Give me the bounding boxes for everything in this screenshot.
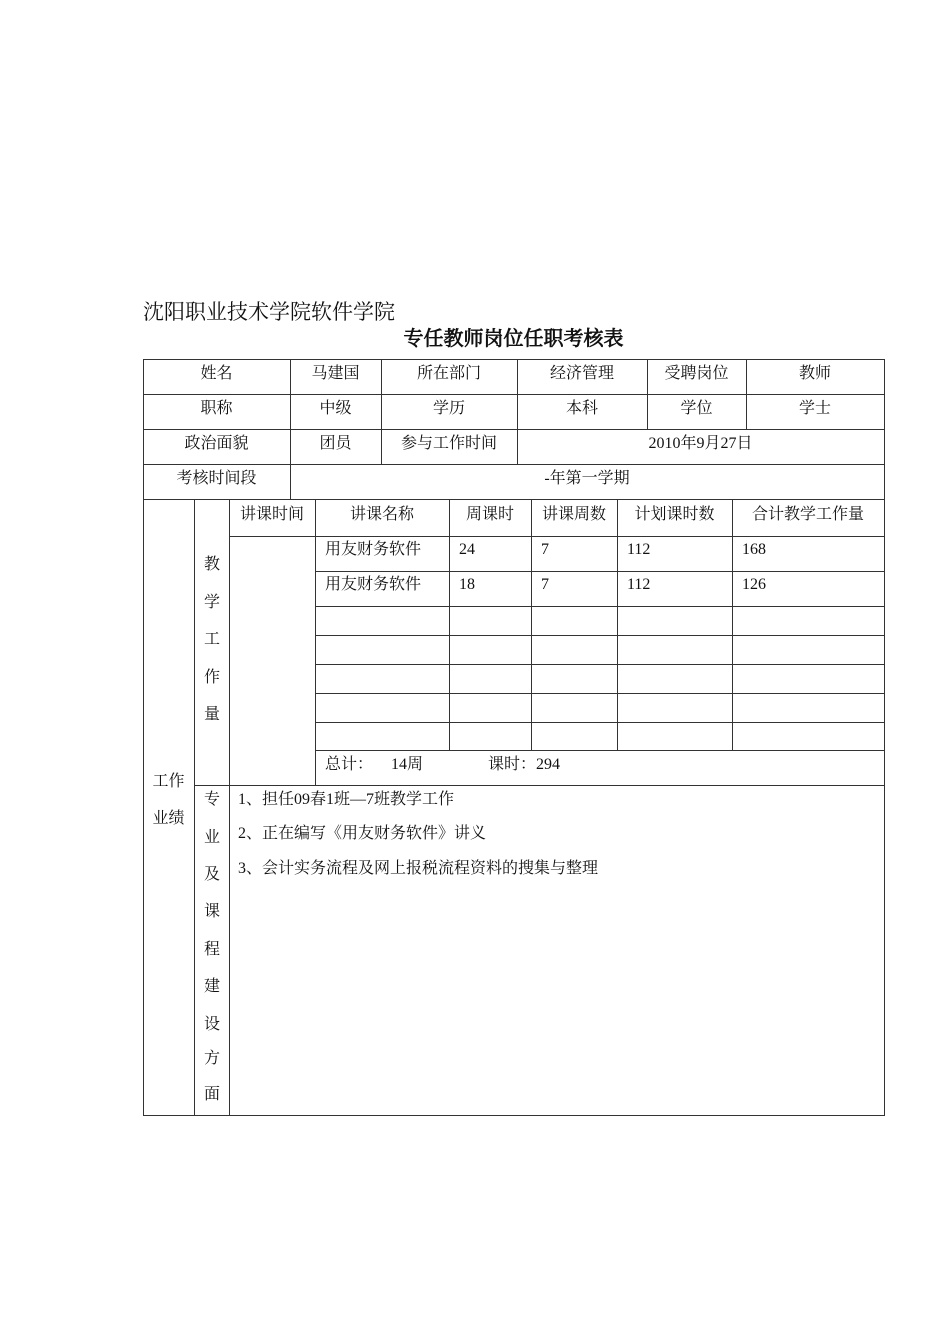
teaching-label-char: 工	[203, 631, 220, 648]
cell-course: 用友财务软件	[325, 576, 422, 593]
header-weekly-hours: 周课时	[465, 506, 514, 523]
degree-label: 学位	[680, 400, 713, 417]
work-start-label: 参与工作时间	[400, 435, 497, 452]
cell-weekly-hours: 18	[459, 576, 475, 593]
total-hours: 课时：294	[488, 756, 561, 773]
title-label: 职称	[200, 400, 233, 417]
teaching-label-char: 作	[203, 669, 220, 686]
period-value: -年第一学期	[544, 470, 630, 487]
edu-value: 本科	[565, 400, 598, 417]
form-title: 专任教师岗位任职考核表	[403, 328, 624, 350]
header-total-workload: 合计教学工作量	[751, 506, 864, 523]
teaching-label-char: 量	[203, 706, 220, 723]
name-label: 姓名	[200, 365, 233, 382]
performance-label-1: 工作	[152, 773, 185, 790]
post-value: 教师	[798, 365, 831, 382]
course-label-char: 业	[203, 829, 220, 846]
name-value: 马建国	[311, 365, 360, 382]
cell-course: 用友财务软件	[325, 541, 422, 558]
political-value: 团员	[319, 435, 352, 452]
course-label-char: 面	[203, 1086, 220, 1103]
teaching-label-char: 教	[203, 556, 220, 573]
performance-label-2: 业绩	[152, 810, 185, 827]
header-planned-hours: 计划课时数	[634, 506, 715, 523]
header-weeks: 讲课周数	[541, 506, 606, 523]
political-label: 政治面貌	[184, 435, 249, 452]
course-label-char: 建	[203, 978, 220, 995]
post-label: 受聘岗位	[664, 365, 729, 382]
cell-planned-hours: 112	[627, 576, 651, 593]
course-label-char: 专	[203, 791, 220, 808]
course-label-char: 方	[203, 1050, 220, 1067]
course-label-char: 及	[203, 866, 220, 883]
course-item: 3、会计实务流程及网上报税流程资料的搜集与整理	[238, 860, 599, 877]
title-value: 中级	[319, 400, 352, 417]
dept-value: 经济管理	[549, 365, 614, 382]
work-start-value: 2010年9月27日	[648, 435, 753, 452]
institution-name: 沈阳职业技术学院软件学院	[143, 300, 395, 324]
teaching-label-char: 学	[203, 594, 220, 611]
cell-planned-hours: 112	[627, 541, 651, 558]
cell-total-workload: 168	[742, 541, 766, 558]
degree-value: 学士	[798, 400, 831, 417]
total-weeks: 14周	[391, 756, 424, 773]
dept-label: 所在部门	[416, 365, 481, 382]
cell-weekly-hours: 24	[459, 541, 475, 558]
course-item: 2、正在编写《用友财务软件》讲义	[238, 825, 487, 842]
cell-weeks: 7	[541, 541, 549, 558]
total-label: 总计：	[325, 756, 374, 773]
header-course: 讲课名称	[349, 506, 414, 523]
course-label-char: 设	[203, 1016, 220, 1033]
course-item: 1、担任09春1班—7班教学工作	[238, 791, 455, 808]
edu-label: 学历	[432, 400, 465, 417]
course-label-char: 程	[203, 941, 220, 958]
cell-total-workload: 126	[742, 576, 766, 593]
header-time: 讲课时间	[239, 506, 304, 523]
period-label: 考核时间段	[176, 470, 257, 487]
course-label-char: 课	[203, 903, 220, 920]
cell-weeks: 7	[541, 576, 549, 593]
